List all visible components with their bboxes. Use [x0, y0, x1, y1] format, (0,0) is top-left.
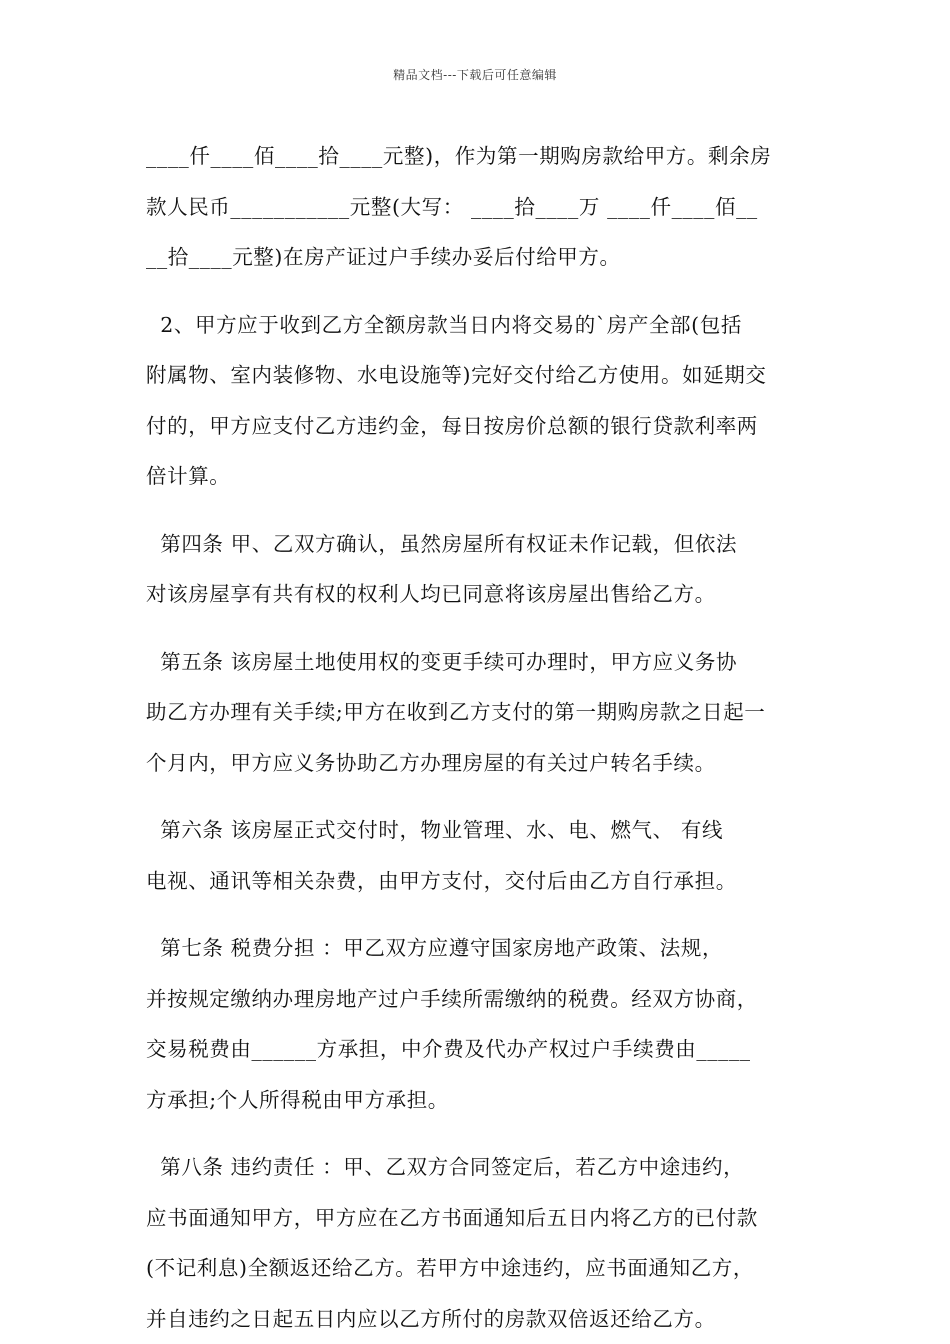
text-line: 附属物、室内装修物、水电设施等)完好交付给乙方使用。如延期交 [146, 363, 767, 387]
page-header: 精品文档---下载后可任意编辑 [393, 68, 557, 82]
text-line: 第六条 该房屋正式交付时，物业管理、水、电、燃气、 有线 [146, 818, 724, 842]
text-line: 个月内，甲方应义务协助乙方办理房屋的有关过户转名手续。 [146, 750, 716, 775]
text-line: 倍计算。 [146, 464, 231, 488]
document-body [146, 131, 808, 1344]
text-line: 对该房屋享有共有权的权利人均已同意将该房屋出售给乙方。 [146, 582, 716, 606]
text-line: 助乙方办理有关手续;甲方在收到乙方支付的第一期购房款之日起一 [146, 700, 766, 724]
text-line: 并按规定缴纳办理房地产过户手续所需缴纳的税费。经双方协商， [146, 986, 758, 1011]
text-line: 交易税费由______方承担，中介费及代办产权过户手续费由_____ [146, 1037, 751, 1061]
text-line: 应书面通知甲方，甲方应在乙方书面通知后五日内将乙方的已付款 [146, 1205, 758, 1230]
text-line: 电视、通讯等相关杂费，由甲方支付，交付后由乙方自行承担。 [146, 868, 737, 893]
text-line: ____仟____佰____拾____元整)，作为第一期购房款给甲方。剩余房 [146, 144, 772, 168]
text-line: 并自违约之日起五日内应以乙方所付的房款双倍返还给乙方。 [146, 1306, 716, 1331]
text-line: 方承担;个人所得税由甲方承担。 [146, 1087, 449, 1112]
text-line: 第五条 该房屋土地使用权的变更手续可办理时，甲方应义务协 [146, 649, 738, 674]
text-line: 2、甲方应于收到乙方全额房款当日内将交易的`房产全部(包括 [146, 312, 742, 337]
text-line: 付的，甲方应支付乙方违约金，每日按房价总额的银行贷款利率两 [146, 413, 758, 438]
text-line: (不记利息)全额返还给乙方。若甲方中途违约，应书面通知乙方， [146, 1256, 754, 1280]
text-line: 第四条 甲、乙双方确认，虽然房屋所有权证未作记载，但依法 [146, 531, 738, 556]
text-line: 第七条 税费分担 ：甲乙双方应遵守国家房地产政策、法规， [146, 936, 724, 960]
text-line: 款人民币___________元整(大写： ____拾____万 ____仟____佰__ [146, 194, 758, 219]
text-line: 第八条 违约责任 ：甲、乙双方合同签定后，若乙方中途违约， [146, 1155, 745, 1179]
text-line: __拾____元整)在房产证过户手续办妥后付给甲方。 [146, 245, 621, 269]
